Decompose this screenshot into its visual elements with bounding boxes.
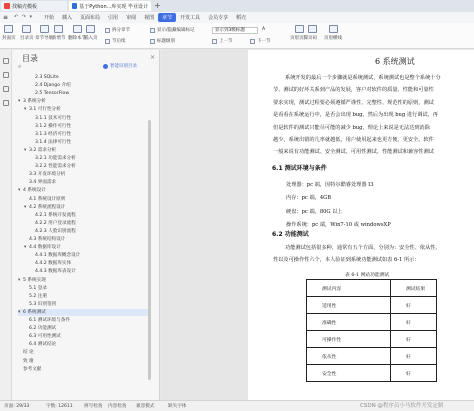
page-number-button[interactable] — [308, 25, 317, 41]
section-icon — [105, 39, 110, 44]
outline-item[interactable] — [30, 260, 150, 267]
marks-icon — [150, 28, 155, 33]
outline-item-label: 6.3 可用性测试 — [29, 334, 61, 340]
outline-item[interactable] — [24, 317, 150, 324]
outline-item-label: 6.4 测试结论 — [29, 342, 57, 348]
table-cell[interactable]: 测试结果 — [391, 280, 437, 297]
next-section-icon — [250, 39, 255, 44]
outline-item[interactable] — [24, 106, 150, 113]
outline-item-label: 3.2.1 功能需求分析 — [35, 156, 76, 161]
outline-item[interactable] — [18, 349, 150, 356]
menu-item[interactable]: 引用 — [108, 15, 119, 21]
new-tab-button[interactable]: + — [154, 1, 161, 10]
table-row — [307, 331, 437, 348]
outline-item-label: 4 系统设计 — [23, 188, 46, 194]
outline-item[interactable] — [30, 115, 150, 122]
spec-line: 操作系统：pc 端，Win7-10 或 windowsXP — [286, 221, 391, 228]
split-icon — [105, 28, 110, 33]
delete-section-label: 删除本节 — [68, 36, 86, 41]
outline-item[interactable] — [18, 366, 150, 373]
outline-item-label: 6.2 功能测试 — [29, 326, 57, 332]
outline-item[interactable] — [24, 301, 150, 308]
table-row — [307, 348, 437, 365]
tab-template-label: 找稿壳模板 — [12, 3, 38, 10]
toc-page-icon — [22, 25, 31, 33]
outline-item-label: 致 谢 — [23, 358, 34, 364]
outline-item-label: 4.2.2 用户登录流程 — [35, 220, 76, 226]
chapter-nav-icon — [40, 25, 49, 33]
chevron-down-icon[interactable]: ▾ — [18, 188, 21, 194]
search-icon[interactable]: ⌕ — [18, 63, 22, 70]
paragraph-line: 节，测试的好坏关系到产品的发展，客户对软件的质量、性能和可靠性 — [273, 87, 434, 94]
outline-item-label: 3.1.4 法律可行性 — [35, 139, 72, 145]
chapter-icon[interactable] — [3, 72, 9, 78]
outline-item[interactable] — [18, 309, 150, 316]
new-section-label: 新增节 — [52, 36, 66, 41]
table-caption: 表 6-1 网站功能测试 — [345, 273, 390, 278]
content-check[interactable]: 内容检查 — [108, 404, 127, 409]
outline-item[interactable] — [24, 333, 150, 340]
page-number-label: 页码 — [308, 36, 317, 41]
table-row — [307, 297, 437, 314]
heading-level-item[interactable] — [150, 38, 175, 44]
outline-item[interactable] — [30, 139, 150, 146]
section-heading: 6.1 测试环境与条件 — [272, 165, 327, 172]
outline-item[interactable] — [30, 131, 150, 138]
menu-item[interactable]: 章节 — [158, 13, 176, 22]
outline-item-label: 3.4 界面需求 — [29, 180, 57, 186]
next-section-label: 下一节 — [257, 39, 271, 44]
next-section-item[interactable] — [250, 38, 271, 44]
menu-item[interactable]: 插入 — [62, 15, 73, 21]
bookmark-icon[interactable] — [3, 86, 9, 92]
insert-page-button[interactable] — [84, 25, 98, 41]
paragraph-line: 性以及可操作性六个，本人验证到系统功能测试如表 6-1 所示： — [273, 257, 420, 263]
tab-document[interactable] — [69, 1, 151, 11]
watermark: CSDN @程序员小马软件开发定制 — [360, 403, 444, 409]
function-test-table — [306, 279, 437, 382]
table-cell[interactable]: 安全性 — [307, 365, 391, 382]
nav-pane-title: 目录 — [22, 54, 38, 63]
close-icon[interactable]: × — [150, 54, 156, 61]
page-gap — [234, 50, 248, 400]
outline-item[interactable] — [24, 293, 150, 300]
chapter-nav-label: 章节导航 — [35, 36, 53, 41]
outline-item[interactable] — [24, 179, 150, 186]
spec-line: 处理器：pc 端，因特尔酷睿处理器 I3 — [286, 182, 374, 188]
outline-item-label: 3.1.3 经济可行性 — [35, 131, 72, 137]
toc-page-label: 目录页 — [20, 36, 34, 41]
chevron-down-icon[interactable]: ▾ — [18, 99, 21, 105]
table-cell[interactable]: 适用性 — [307, 297, 391, 314]
outline-item-label: 3.1.2 操作可行性 — [35, 123, 72, 129]
paragraph-line: 系统开发的最后一个步骤就是系统测试，系统测试也是整个系统十分 — [285, 75, 441, 81]
outline-item-label: 4.2 系统流程设计 — [29, 204, 66, 210]
cover-page-icon — [4, 25, 13, 33]
outline-item-label: 5.2 注册 — [29, 293, 47, 299]
outline-item[interactable] — [24, 285, 150, 292]
chapter-nav-button[interactable] — [35, 25, 53, 41]
table-row — [307, 365, 437, 382]
toc-icon[interactable] — [3, 58, 9, 64]
outline-item[interactable] — [24, 325, 150, 332]
outline-item-label: 4.3 系统结构设计 — [29, 237, 66, 242]
cover-page-label: 封面页 — [2, 36, 16, 41]
outline-item-label: 6 系统测试 — [23, 309, 46, 315]
outline-item-label: 2.3 SQLite — [35, 75, 59, 80]
menu-item[interactable]: 会员专享 — [208, 15, 229, 21]
outline-level-select[interactable]: 显示到3级标题 — [212, 27, 258, 34]
word-doc-icon — [72, 3, 77, 9]
chevron-down-icon[interactable]: ▾ — [24, 107, 27, 113]
outline-item-label: 4.2.3 人脸识别流程 — [35, 228, 76, 234]
outline-item[interactable] — [30, 82, 150, 89]
outline-item-label: 2.4 Django 介绍 — [35, 83, 71, 89]
smart-toc-label: 智能识别目录 — [110, 64, 137, 69]
outline-item-label: 4.4.2 数据库实体 — [35, 261, 72, 267]
header-footer-label: 页眉页脚 — [290, 36, 308, 41]
new-section-button[interactable] — [52, 25, 66, 41]
heading-level-label: 标题级别 — [157, 39, 175, 44]
outline-item-label: 4.4.3 数据库表设计 — [35, 269, 76, 275]
table-cell[interactable]: 好 — [391, 348, 437, 365]
page-indicator[interactable]: 页面: 29/33 — [4, 404, 30, 409]
outline-item[interactable] — [24, 171, 150, 178]
outline-item[interactable] — [30, 90, 150, 97]
table-cell[interactable]: 可操作性 — [307, 331, 391, 348]
outline-item[interactable] — [30, 74, 150, 81]
outline-item[interactable] — [24, 147, 150, 154]
header-footer-button[interactable] — [290, 25, 308, 41]
outline-item[interactable] — [30, 252, 150, 259]
paragraph-line: 一般来说有功能测试、安全测试、可用性测试、性能测试和兼容性测试 — [273, 149, 434, 156]
insert-page-label: 插入页 — [84, 36, 98, 41]
docer-icon — [4, 3, 10, 9]
chevron-down-icon[interactable]: ▾ — [24, 204, 27, 210]
spec-line: 内存：pc 端，4GB — [286, 195, 332, 202]
header-footer-icon — [295, 25, 304, 33]
outline-item[interactable] — [24, 244, 150, 251]
chevron-down-icon[interactable]: ▾ — [24, 147, 27, 153]
prev-section-icon — [212, 39, 217, 44]
header-line-label: 页眉横线 — [324, 36, 342, 41]
menu-item[interactable]: 稻壳 — [236, 15, 247, 21]
word-count[interactable]: 字数: 12611 — [46, 404, 73, 409]
outline-item[interactable] — [30, 220, 150, 227]
tab-document-label: 基于Python...库实现 毕业设计 — [79, 3, 148, 10]
menu-list — [40, 13, 250, 22]
undo-redo-icons[interactable]: ↶ ↷ ▾ — [14, 14, 34, 20]
outline-item-label: 结 论 — [23, 350, 34, 356]
tab-template[interactable] — [1, 1, 67, 11]
smart-toc-icon — [103, 64, 108, 69]
paragraph-line: 是看看在系统运行中，是否会出现 bug，然后为出现 bug 进行调试，再 — [273, 112, 438, 119]
outline-item-label: 3.1.1 技术可行性 — [35, 115, 72, 121]
paragraph-line: 但是软件的测试只能尽可能的减少 bug，理论上来说是无法达到消除 — [273, 124, 430, 131]
main-menu-icon[interactable]: ≡ — [3, 14, 9, 21]
split-chapter-item[interactable] — [105, 27, 130, 33]
outline-item-label: 3.2.2 性能需求分析 — [35, 164, 76, 170]
smart-toc-button[interactable] — [103, 63, 137, 69]
outline-item[interactable] — [30, 228, 150, 235]
outline-item[interactable] — [30, 163, 150, 170]
chevron-down-icon[interactable]: ▾ — [18, 277, 21, 283]
outline-item[interactable] — [24, 341, 150, 348]
table-row — [307, 314, 437, 331]
section-heading: 6.2 功能测试 — [272, 231, 309, 238]
outline-item-label: 2.5 TensorFlow — [35, 91, 70, 97]
toggle-marks-label: 显示/隐藏编辑标记 — [157, 28, 195, 33]
outline-item-label: 5 系统实现 — [23, 277, 46, 283]
menu-item[interactable]: 开始 — [44, 15, 55, 21]
outline-item[interactable] — [18, 187, 150, 194]
outline-item[interactable] — [18, 277, 150, 284]
outline-item-label: 5.3 识别签到 — [29, 301, 57, 307]
search-panel-icon[interactable] — [3, 100, 9, 106]
outline-item[interactable] — [30, 212, 150, 219]
header-line-icon — [329, 25, 338, 33]
outline-item[interactable] — [30, 268, 150, 275]
spec-line: 硬盘：pc 端，80G 以上 — [286, 208, 343, 215]
compat-mode: 兼容模式 — [136, 404, 155, 409]
outline-item[interactable] — [18, 358, 150, 365]
table-cell[interactable]: 准确性 — [307, 314, 391, 331]
table-header-row — [307, 280, 437, 297]
menu-item[interactable]: 开发工具 — [180, 15, 201, 21]
delete-section-icon — [73, 25, 82, 33]
table-cell[interactable]: 好 — [391, 331, 437, 348]
nav-scrollbar[interactable] — [148, 120, 151, 380]
outline-item-label: 4.2.1 系统开发流程 — [35, 212, 76, 218]
prev-section-label: 上一节 — [219, 39, 233, 44]
outline-item[interactable] — [18, 98, 150, 105]
table-cell[interactable]: 好 — [391, 297, 437, 314]
table-cell[interactable]: 好 — [391, 365, 437, 382]
toggle-marks-item[interactable] — [150, 27, 195, 33]
outline-item-label: 5.1 登录 — [29, 285, 47, 291]
new-section-icon — [54, 25, 63, 33]
menu-item[interactable]: 视图 — [144, 15, 155, 21]
outline-item-label: 参考文献 — [23, 366, 42, 372]
cover-page-button[interactable] — [2, 25, 16, 41]
outline-item-label: 4.4 数据库设计 — [29, 245, 61, 251]
font-size-icon[interactable]: A — [262, 27, 266, 32]
outline-item[interactable] — [24, 204, 150, 211]
paragraph-line: 要求实现，测试过程要必须遵循严谨性、完整性、规范性的原则，测试 — [273, 99, 434, 106]
table-cell[interactable]: 依从性 — [307, 348, 391, 365]
spellcheck-toggle[interactable]: 拼写检查 — [84, 404, 103, 409]
outline-item-label: 3.1 可行性分析 — [29, 107, 61, 113]
toc-page-button[interactable] — [20, 25, 34, 41]
outline-item[interactable] — [24, 236, 150, 243]
outline-item[interactable] — [30, 123, 150, 130]
chevron-down-icon[interactable]: ▾ — [18, 309, 21, 315]
outline-item-label: 3.2 需求分析 — [29, 147, 57, 153]
section-continue-label: 节后续 — [112, 39, 126, 44]
outline-item-label: 3.3 开发环境分析 — [29, 172, 66, 178]
outline-item-label: 4.1 系统设计原则 — [29, 196, 66, 202]
page-number-icon — [308, 25, 317, 33]
outline-item-label: 3 系统分析 — [23, 99, 46, 105]
section-continue-item[interactable] — [105, 38, 126, 44]
menu-bar — [0, 12, 474, 23]
menu-item[interactable]: 审阅 — [126, 15, 137, 21]
prev-section-item[interactable] — [212, 38, 233, 44]
chevron-down-icon[interactable]: ▾ — [24, 245, 27, 251]
missing-font-alert[interactable]: 缺失字体 — [168, 404, 187, 409]
header-line-button[interactable] — [324, 25, 342, 41]
insert-page-icon — [86, 25, 95, 33]
table-cell[interactable]: 好 — [391, 314, 437, 331]
outline-item-label: 4.4.1 数据库概念设计 — [35, 253, 81, 259]
outline-item[interactable] — [30, 155, 150, 162]
paragraph-line: 功能测试包括很多种，通常有五个方面，分别为：安全性、依从性、 — [285, 245, 441, 251]
paragraph-line: 越少，系统出错的几率就越低，用户使用起来也更方便、更安全。软件 — [273, 137, 434, 143]
outline-item[interactable] — [24, 196, 150, 203]
outline-item-label: 6.1 测试环境与条件 — [29, 318, 70, 323]
menu-item[interactable]: 页面布局 — [80, 15, 101, 21]
heading-level-icon — [150, 39, 155, 44]
chapter-title: 6 系统测试 — [375, 57, 415, 66]
table-cell[interactable]: 测试内容 — [307, 280, 391, 297]
split-chapter-label: 拆分章节 — [112, 28, 130, 33]
